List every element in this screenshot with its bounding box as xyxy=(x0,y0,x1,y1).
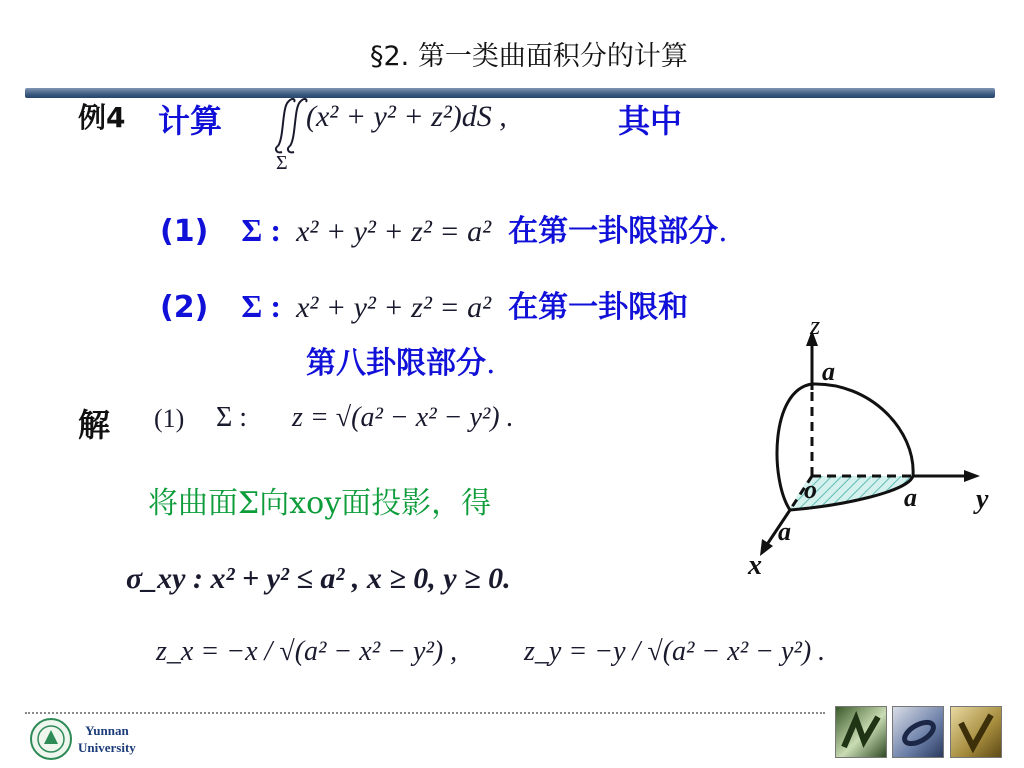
case-2-line2 xyxy=(306,338,496,382)
case-2-sigma: Σ : xyxy=(241,288,281,324)
university-line2: University xyxy=(78,740,136,755)
where-word: 其中 xyxy=(618,102,683,140)
surface-integral-expression xyxy=(268,94,568,184)
y-label: y xyxy=(976,484,989,515)
solution-step-sigma: Σ : xyxy=(216,402,248,433)
a-top-label: a xyxy=(822,357,835,386)
case-1-end: . xyxy=(718,214,728,249)
domain-sigma: Σ xyxy=(276,152,288,174)
case-1-text: 在第一卦限部分 xyxy=(508,214,719,249)
a-left-label: a xyxy=(778,517,791,546)
x-label: x xyxy=(748,550,762,581)
origin-label: o xyxy=(804,475,817,504)
projection-text: 将曲面Σ向xoy面投影，得 xyxy=(148,486,492,521)
y-arrow-icon xyxy=(964,470,980,482)
arc-zy xyxy=(812,384,913,476)
case-1 xyxy=(160,206,728,250)
case-2-text2: 第八卦限部分 xyxy=(306,346,486,381)
z-label: z xyxy=(810,311,821,340)
university-name xyxy=(78,722,136,756)
compute-word: 计算 xyxy=(158,102,223,140)
a-right-label: a xyxy=(904,483,917,512)
slide-title: §2. 第一类曲面积分的计算 xyxy=(370,41,688,72)
university-logo-icon xyxy=(26,716,76,762)
case-1-num: (1) xyxy=(160,214,209,249)
nav-thumbnail-1[interactable] xyxy=(835,706,887,758)
university-line1: Yunnan xyxy=(85,723,129,738)
case-1-equation: x² + y² + z² = a² xyxy=(296,215,492,248)
zy-derivative: z_y = −y / √(a² − x² − y²) . xyxy=(524,636,826,667)
z-equation: z = √(a² − x² − y²) . xyxy=(292,402,514,433)
nav-thumbnail-2[interactable] xyxy=(892,706,944,758)
octant-sphere-diagram xyxy=(730,310,1020,600)
case-2-end: . xyxy=(486,346,496,381)
solution-step-num: (1) xyxy=(154,404,185,433)
solution-label: 解 xyxy=(78,406,111,444)
integrand: (x² + y² + z²)dS , xyxy=(306,100,507,133)
region-sigma-xy: σ_xy : x² + y² ≤ a² , x ≥ 0, y ≥ 0. xyxy=(126,562,511,595)
case-1-sigma: Σ : xyxy=(241,212,281,248)
nav-thumbnail-3[interactable] xyxy=(950,706,1002,758)
example-label: 例4 xyxy=(78,101,126,134)
case-2-num: (2) xyxy=(160,290,209,325)
zx-derivative: z_x = −x / √(a² − x² − y²) , xyxy=(156,636,458,667)
footer-divider xyxy=(25,712,825,714)
case-2-equation: x² + y² + z² = a² xyxy=(296,291,492,324)
case-2 xyxy=(160,282,688,326)
case-2-text: 在第一卦限和 xyxy=(508,290,689,325)
